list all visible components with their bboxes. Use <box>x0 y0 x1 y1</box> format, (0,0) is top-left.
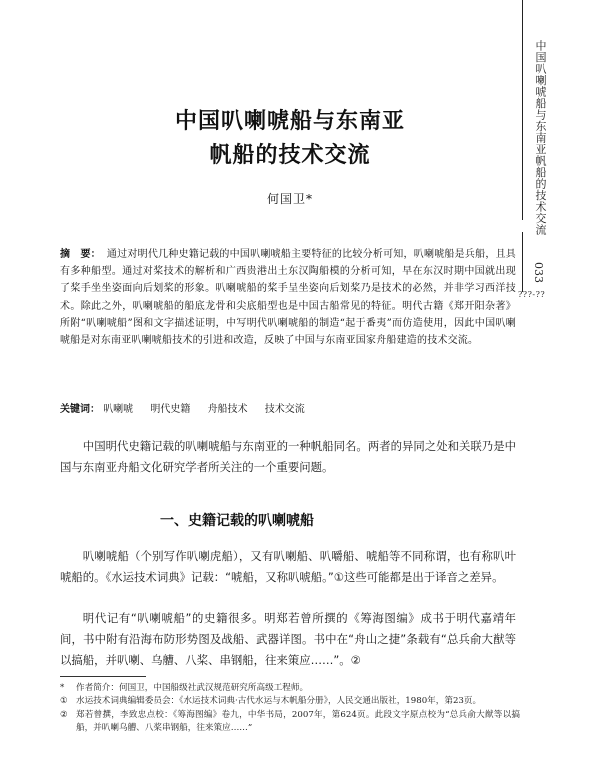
article-title-line-1: 中国叭喇唬船与东南亚 <box>174 109 405 134</box>
abstract-text: 通过对明代几种史籍记载的中国叭喇唬船主要特征的比较分析可知，叭喇唬船是兵船，且具有多种船型。通过对桨技术的解析和广西贵港出土东汉陶船模的分析可知，早在东汉时期中国就出现了桨手坐坐姿面向后划桨的形象。叭喇唬船的桨手呈坐姿向后划桨乃是技术的必然，并非学习西洋技术。除此之外，叭喇唬船的船底龙骨和尖底船型也是中国古船常见的特征。明代古籍《郑开阳杂著》所附“叭喇唬船”图和文字描述证明，中写明代叭喇唬船的制造“起于番夷”而仿造使用，因此中国叭喇唬船是对东南亚叭喇唬船技术的引进和改造，反映了中国与东南亚国家舟船建造的技术交流。 <box>60 249 516 347</box>
header-rule-lower <box>522 232 523 292</box>
body-paragraph-1: 叭喇唬船（个别写作叭喇虎船），又有叭喇船、叭嚼船、唬船等不同称谓，也有称叭叶唬船的。《水运技术词典》记载：“唬船，又称叭唬船。”①这些可能都是出于译音之差异。 <box>60 549 516 584</box>
intro-paragraph: 中国明代史籍记载的叭喇唬船与东南亚的一种帆船同名。两者的异同之处和关联乃是中国与东南亚舟船文化研究学者所关注的一个重要问题。 <box>60 439 516 474</box>
keyword: 技术交流 <box>264 404 305 415</box>
author: 何国卫* <box>266 192 313 206</box>
footnote-rule <box>60 676 146 677</box>
keyword: 舟船技术 <box>207 404 248 415</box>
footnotes <box>60 682 520 736</box>
section-heading: 一、史籍记载的叭喇唬船 <box>160 513 314 529</box>
keyword: 明代史籍 <box>150 404 191 415</box>
footnote-mark: ② <box>60 709 68 720</box>
abstract <box>60 246 516 349</box>
footnote-text: 水运技术词典编辑委员会：《水运技术词典·古代水运与木帆船分册》，人民交通出版社，1980年，第23页。 <box>76 696 482 707</box>
keywords <box>60 402 516 418</box>
footnote-mark: ① <box>60 696 68 707</box>
page-code: ???-?? <box>518 290 546 299</box>
keyword: 叭喇唬 <box>103 404 134 415</box>
keywords-label: 关键词： <box>60 404 100 415</box>
header-rule <box>522 0 523 220</box>
footnote <box>60 695 520 708</box>
footnote-mark: * <box>60 683 65 693</box>
body-paragraph-2: 明代记有“叭喇唬船”的史籍很多。明郑若曾所撰的《筹海图编》成书于明代嘉靖年间，书中附有沿海布防形势图及战船、武器详图。书中在“舟山之捷”条载有“总兵俞大猷等以搞船，并叭喇、乌艚、八桨、串钢船，往来策应……”。② <box>60 611 516 667</box>
footnote <box>60 682 520 695</box>
page-number: 033 <box>532 262 545 283</box>
footnote-text: 郑若曾撰，李致忠点校：《筹海图编》卷九，中华书局，2007年，第624页。此段文字原点校为“总兵俞大猷等以搞船，并叭喇乌艚、八桨串钢船，往来策应……” <box>76 709 520 734</box>
article-title-line-2: 帆船的技术交流 <box>209 143 371 168</box>
footnote <box>60 709 520 736</box>
abstract-label: 摘 要： <box>60 249 101 260</box>
running-header-title: 中国叭喇唬船与东南亚帆船的技术交流 <box>534 40 547 236</box>
footnote-text: 作者简介：何国卫，中国船级社武汉规范研究所高级工程师。 <box>76 683 309 693</box>
